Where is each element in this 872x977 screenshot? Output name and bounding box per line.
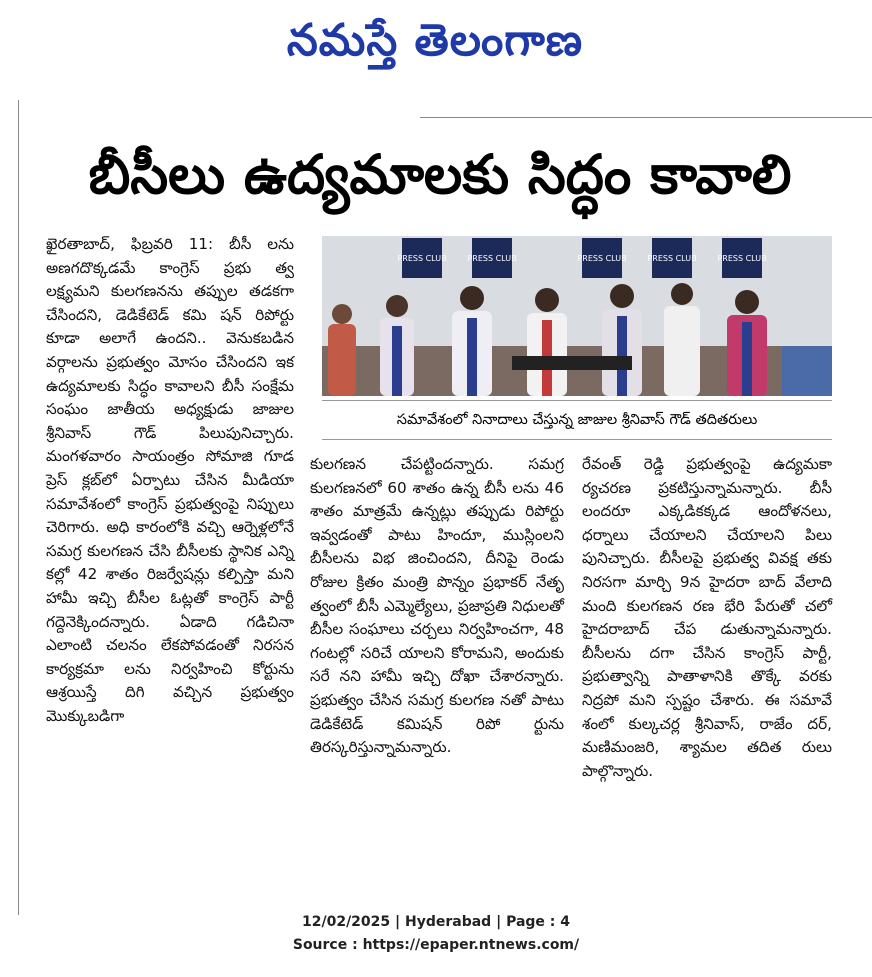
- press-meet-photo: [322, 236, 832, 396]
- sign-label-1: PRESS CLUB: [397, 254, 447, 263]
- column-2-text: కులగణన చేపట్టిందన్నారు. సమగ్ర కులగణనలో 60 శాతం ఉన్న బీసీ లను 46 శాతం మాత్రమే ఉన్నట్లు తప్పుడు రిపోర్టు ఇవ్వడంతో పాటు హిందూ, ముస్లింలని బీసీలను విభ జించిందని, దీనిపై రెండు రోజుల క్రితం మంత్రి పొన్నం ప్రభాకర్ నేతృ త్వంలో బీసీ ఎమ్మెల్యేలు, ప్రజాప్రతి నిధులతో బీసీల సంఘాలు చర్చలు నిర్వహించగా, 48 గంటల్లో సరిచే యాలని కోరామని, అందుకు సరే నని హామీ ఇచ్చి దోఖా చేశారన్నారు. ప్రభుత్వం చేసిన సమగ్ర కులగణ నతో పాటు డెడికేటెడ్ కమిషన్ రిపో ర్టును తిరస్కరిస్తున్నామన్నారు.: [310, 455, 564, 757]
- microphones: [512, 356, 632, 370]
- sign-label-3: PRESS CLUB: [577, 254, 627, 263]
- article-column-1: [46, 233, 294, 873]
- sign-label-2: PRESS CLUB: [467, 254, 517, 263]
- newspaper-masthead: నమస్తే తెలంగాణ: [286, 15, 584, 66]
- left-margin-rule: [18, 100, 19, 915]
- photo-illustration: [322, 236, 832, 396]
- article-column-3: [582, 453, 832, 873]
- column-3-text: రేవంత్ రెడ్డి ప్రభుత్వంపై ఉద్యమకా ర్యచరణ ప్రకటిస్తున్నామన్నారు. బీసీ లందరూ ఎక్కడికక్కడ ఆందోళనలు, ధర్నాలు చేయాలని చేయాలని పిలు పునిచ్చారు. బీసీలపై ప్రభుత్వ వివక్ష తకు నిరసగా మార్చి 9న హైదరా బాద్ వేలాది మంది కులగణన రణ భేరి పేరుతో చలో హైదరాబాద్ చేప డుతున్నామన్నారు. బీసీలను దగా చేసిన కాంగ్రెస్ పార్టీ, ప్రభుత్వాన్ని పాతాళానికి తొక్కే వరకు నిద్రపో మని స్పష్టం చేశారు. ఈ సమావే శంలో కుల్కచర్ల శ్రీనివాస్, రాజేం దర్, మణిమంజరి, శ్యామల తదిత రులు పాల్గొన్నారు.: [582, 455, 832, 780]
- sign-label-5: PRESS CLUB: [717, 254, 767, 263]
- footer-date-edition: 12/02/2025 | Hyderabad | Page : 4: [301, 914, 571, 930]
- article-column-2: [310, 453, 564, 873]
- top-divider-rule: [420, 117, 872, 118]
- photo-caption: సమావేశంలో నినాదాలు చేస్తున్న జాజుల శ్రీనివాస్ గౌడ్ తదితరులు: [322, 400, 832, 440]
- column-1-text: ఖైరతాబాద్, ఫిబ్రవరి 11: బీసీ లను అణగదొక్కడమే కాంగ్రెస్ ప్రభు త్వ లక్ష్యమని కులగణనను తప్పుల తడకగా చేసిందని, డెడికేటెడ్ కమి షన్ రిపోర్టు కూడా అలాగే ఉందని.. వెనుకబడిన వర్గాలను ప్రభుత్వం మోసం చేసిందని ఇక ఉద్యమాలకు సిద్ధం కావాలని బీసీ సంక్షేమ సంఘం జాతీయ అధ్యక్షుడు జాజుల శ్రీనివాస్ గౌడ్ పిలుపునిచ్చారు. మంగళవారం సాయంత్రం సోమాజి గూడ ప్రెస్ క్లబ్‌లో ఏర్పాటు చేసిన మీడియా సమావేశంలో కాంగ్రెస్ ప్రభుత్వంపై నిప్పులు చెరిగారు. అధి కారంలోకి వచ్చి ఆర్నెళ్లలోనే సమగ్ర కులగణన చేసి బీసీలకు స్థానిక ఎన్ని కల్లో 42 శాతం రిజర్వేషన్లు కల్పిస్తా మని హామీ ఇచ్చి బీసీల ఓట్లతో కాంగ్రెస్ పార్టీ గద్దెనెక్కిందన్నారు. ఏడాది గడిచినా ఎలాంటి చలనం లేకపోవడంతో నిరసన కార్యక్రమా లను నిర్వహించి కోర్టును ఆశ్రయిస్తే దిగి వచ్చిన ప్రభుత్వం మొక్కుబడిగా: [46, 235, 294, 725]
- sign-label-4: PRESS CLUB: [647, 254, 697, 263]
- article-headline: బీసీలు ఉద్యమాలకు సిద్ధం కావాలి: [88, 143, 792, 206]
- footer-source: Source : https://epaper.ntnews.com/: [292, 937, 580, 953]
